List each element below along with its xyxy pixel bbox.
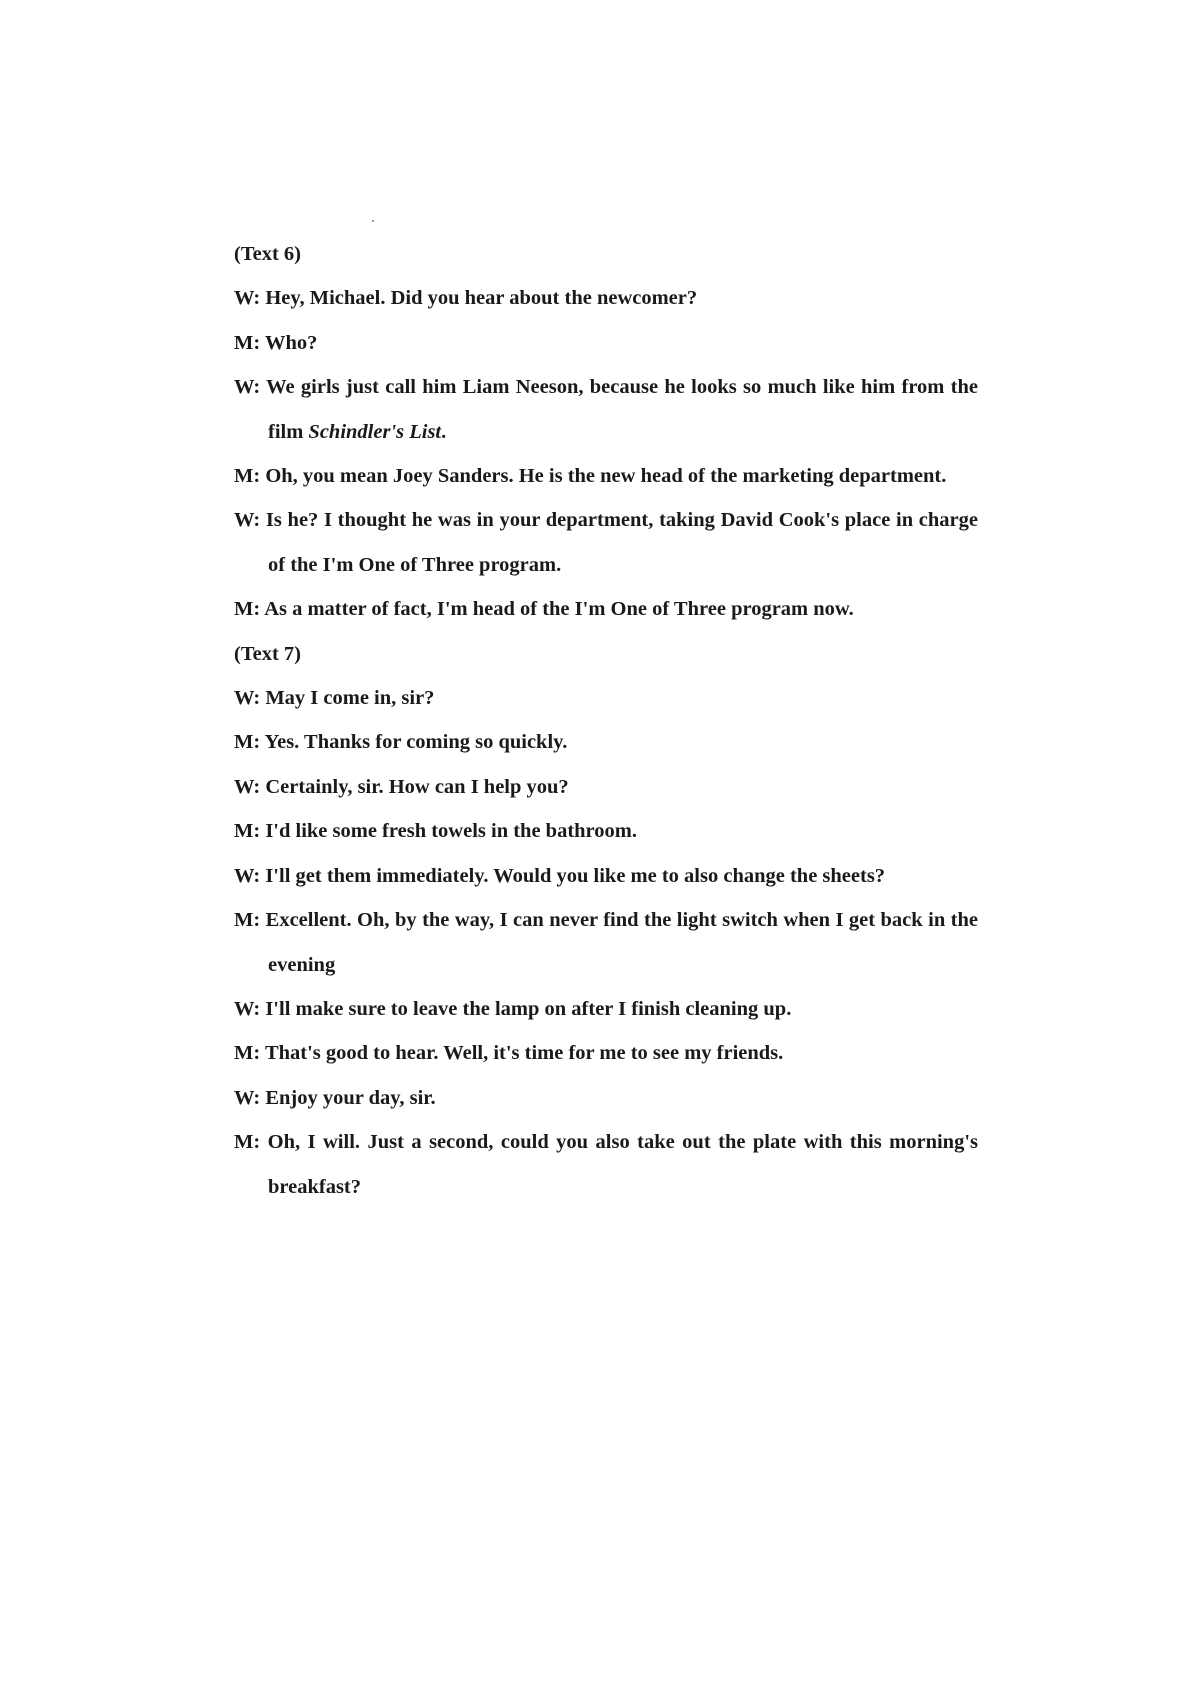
speaker-label: M:: [234, 465, 261, 488]
dialogue-text: That's good to hear. Well, it's time for me to see my friends.: [264, 1042, 784, 1065]
speaker-label: M:: [234, 1042, 261, 1065]
dialogue-line: [234, 809, 978, 853]
transcript: [234, 232, 978, 1209]
speaker-label: W:: [234, 864, 261, 887]
dialogue-line: [234, 1031, 978, 1075]
dialogue-text: Is he? I thought he was in your department, taking David Cook's place in charge of the I'm One of Three program.: [265, 509, 978, 576]
dialogue-text: We girls just call him Liam Neeson, because he looks so much like him from the film: [266, 376, 978, 443]
dialogue-line: [234, 676, 978, 720]
dialogue-text: Excellent. Oh, by the way, I can never find the light switch when I get back in the evening: [265, 909, 979, 976]
dialogue-line: [234, 1120, 978, 1209]
section-heading-text6: (Text 6): [234, 243, 301, 265]
dialogue-line: [234, 587, 978, 631]
dialogue-line: [234, 498, 978, 587]
film-title: Schindler's List: [308, 420, 442, 443]
speaker-label: M:: [234, 731, 261, 754]
speaker-label: W:: [234, 509, 261, 532]
section-heading-text7: (Text 7): [234, 642, 301, 665]
speaker-label: W:: [234, 287, 261, 310]
dialogue-text: Who?: [264, 331, 318, 354]
dialogue-line: [234, 765, 978, 809]
dialogue-text: I'll make sure to leave the lamp on after I finish cleaning up.: [265, 997, 792, 1020]
speaker-label: W:: [234, 376, 261, 399]
dialogue-line: [234, 854, 978, 898]
dialogue-line: [234, 1076, 978, 1120]
dialogue-text: Enjoy your day, sir.: [265, 1086, 436, 1109]
dialogue-text: Oh, you mean Joey Sanders. He is the new head of the marketing department.: [265, 465, 947, 488]
speaker-label: M:: [234, 598, 261, 621]
dialogue-text: Hey, Michael. Did you hear about the newcomer?: [265, 287, 698, 310]
speaker-label: M:: [234, 331, 261, 354]
dialogue-line: [234, 987, 978, 1031]
dialogue-line: [234, 898, 978, 987]
speaker-label: W:: [234, 997, 261, 1020]
speaker-label: W:: [234, 687, 261, 710]
dialogue-text: Oh, I will. Just a second, could you also take out the plate with this morning's breakfast?: [267, 1131, 978, 1198]
dialogue-text: Yes. Thanks for coming so quickly.: [264, 731, 568, 754]
speaker-label: M:: [234, 909, 261, 932]
dialogue-text: May I come in, sir?: [265, 687, 435, 710]
dialogue-text: I'd like some fresh towels in the bathroom.: [265, 820, 637, 843]
speaker-label: M:: [234, 820, 261, 843]
dialogue-line: [234, 321, 978, 365]
scan-speck: [372, 220, 374, 222]
speaker-label: W:: [234, 1086, 261, 1109]
dialogue-line: [234, 454, 978, 498]
dialogue-text: I'll get them immediately. Would you like me to also change the sheets?: [265, 864, 886, 887]
dialogue-line: [234, 276, 978, 320]
speaker-label: M:: [234, 1131, 261, 1154]
dialogue-line: [234, 720, 978, 764]
dialogue-text: Certainly, sir. How can I help you?: [265, 775, 569, 798]
dialogue-text-tail: .: [441, 420, 447, 443]
dialogue-text: As a matter of fact, I'm head of the I'm One of Three program now.: [264, 598, 854, 621]
speaker-label: W:: [234, 775, 261, 798]
dialogue-line: [234, 365, 978, 454]
